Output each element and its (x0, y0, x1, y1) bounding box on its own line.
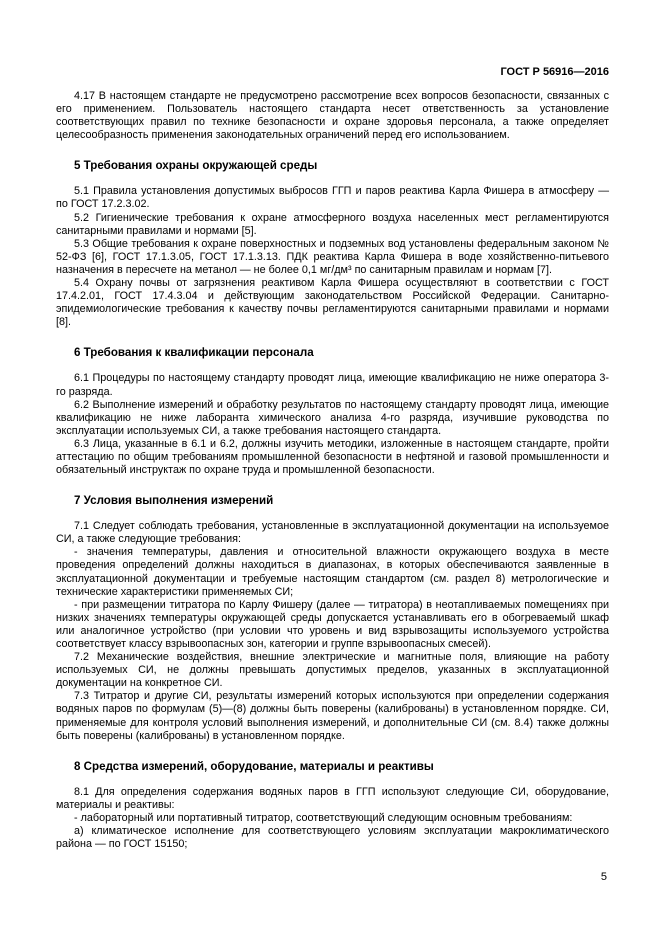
paragraph-8-1: 8.1 Для определения содержания водяных паров в ГГП используют следующие СИ, оборудование, материалы и реактивы: (56, 785, 609, 811)
section-heading-8: 8 Средства измерений, оборудование, материалы и реактивы (74, 759, 434, 773)
list-item-titrator: - лабораторный или портативный титратор, соответствующий следующим основным требованиям: (74, 811, 573, 824)
section-heading-5: 5 Требования охраны окружающей среды (74, 159, 318, 173)
page-number: 5 (600, 871, 607, 883)
paragraph-7-3: 7.3 Титратор и другие СИ, результаты измерений которых используются при определении содержания водяных паров по формулам (5)—(8) должны быть поверены (калиброваны) в установленном порядке. СИ, применяемые для контроля условий выполнения измерений, и дополнительные СИ (см. 8.4) также должны быть поверены (калиброваны) в установленном порядке. (56, 690, 609, 742)
list-item-titrator-placement: - при размещении титратора по Карлу Фишеру (далее — титратора) в неотапливаемых помещениях при низких значениях температуры окружающей среды допускается устанавливать его в обогреваемый шкаф или аналогичное устройство (при условии что уровень и вид взрывозащиты используемого устройства соответствует классу взрывоопасных зон, категории и группе взрывоопасных смесей). (56, 598, 609, 650)
paragraph-5-2: 5.2 Гигиенические требования к охране атмосферного воздуха населенных мест регламентируются санитарными правилами и нормами [5]. (56, 211, 609, 237)
paragraph-6-1: 6.1 Процедуры по настоящему стандарту проводят лица, имеющие квалификацию не ниже оператора 3-го разряда. (56, 372, 609, 398)
paragraph-6-2: 6.2 Выполнение измерений и обработку результатов по настоящему стандарту проводят лица, имеющие квалификацию не ниже лаборанта химического анализа 4-го разряда, изучившие руководства по эксплуатации используемых СИ, а также требования настоящего стандарта. (56, 398, 609, 437)
list-item-climate: а) климатическое исполнение для соответствующего условиям эксплуатации макроклиматического района — по ГОСТ 15150; (56, 825, 609, 851)
list-item-temperature: - значения температуры, давления и относительной влажности окружающего воздуха в месте проведения определений должны находиться в диапазонах, в которых обеспечиваются заявленные в эксплуатационной документации и требуемые настоящим стандартом (см. раздел 8) метрологические и технические характеристики применяемых СИ; (56, 546, 609, 598)
section-heading-6: 6 Требования к квалификации персонала (74, 346, 314, 360)
section-heading-7: 7 Условия выполнения измерений (74, 494, 274, 508)
paragraph-7-1: 7.1 Следует соблюдать требования, установленные в эксплуатационной документации на используемое СИ, а также следующие требования: (56, 520, 609, 546)
paragraph-5-3: 5.3 Общие требования к охране поверхностных и подземных вод установлены федеральным законом № 52-ФЗ [6], ГОСТ 17.1.3.05, ГОСТ 17.1.3.13. ПДК реактива Карла Фишера в воде хозяйственно-питьевого назначения в пересчете на метанол — не более 0,1 мг/дм³ по санитарным правилам и нормам [7]. (56, 237, 609, 276)
paragraph-7-2: 7.2 Механические воздействия, внешние электрические и магнитные поля, влияющие на работу используемых СИ, не должны превышать допустимых пределов, указанных в эксплуатационной документации на конкретное СИ. (56, 651, 609, 690)
paragraph-6-3: 6.3 Лица, указанные в 6.1 и 6.2, должны изучить методики, изложенные в настоящем стандарте, пройти аттестацию по общим требованиям промышленной безопасности в нефтяной и газовой промышленности и обязательный инструктаж по охране труда и промышленной безопасности. (56, 437, 609, 477)
paragraph-4-17: 4.17 В настоящем стандарте не предусмотрено рассмотрение всех вопросов безопасности, связанных с его применением. Пользователь настоящего стандарта несет ответственность за установление соответствующих правил по технике безопасности и охране здоровья персонала, а также определяет целесообразность применения законодательных ограничений перед его использованием. (56, 90, 609, 142)
paragraph-5-1: 5.1 Правила установления допустимых выбросов ГГП и паров реактива Карла Фишера в атмосферу — по ГОСТ 17.2.3.02. (56, 185, 609, 211)
doc-number: ГОСТ Р 56916—2016 (500, 66, 609, 78)
paragraph-5-4: 5.4 Охрану почвы от загрязнения реактивом Карла Фишера осуществляют в соответствии с ГОСТ 17.4.2.01, ГОСТ 17.4.3.04 и действующим законодательством Российской Федерации. Санитарно-эпидемиологические требования к качеству почвы регламентируются санитарными правилами и нормами [8]. (56, 277, 609, 329)
